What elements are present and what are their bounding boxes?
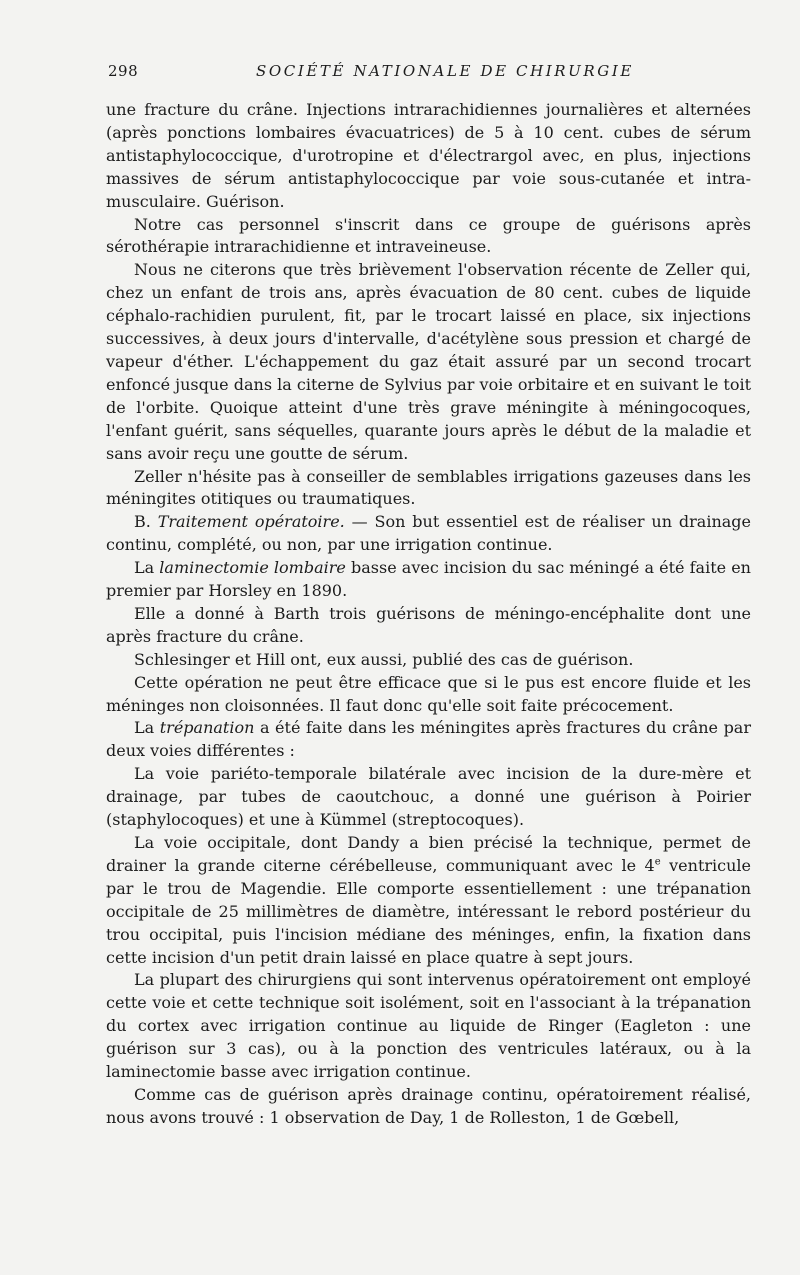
- paragraph-6: [106, 557, 751, 603]
- paragraph-5-text: — Son but essentiel est de réaliser un drainage continu, complété, ou non, par une irrigation continue.: [106, 512, 752, 555]
- paragraph-9: Cette opération ne peut être efficace que si le pus est encore fluide et les méninges non cloisonnées. Il faut donc qu'elle soit faite précocement.: [106, 672, 751, 715]
- paragraph-7: Elle a donné à Barth trois guérisons de méningo-encéphalite dont une après fracture du crâne.: [106, 603, 751, 646]
- paragraph-6-text: basse avec incision du sac méningé a été faite en premier par Horsley en 1890.: [106, 558, 751, 601]
- paragraph-5: [106, 511, 751, 557]
- page-number: 298: [108, 62, 139, 80]
- paragraph-12: [106, 832, 751, 969]
- paragraph-6-prefix: La: [134, 558, 155, 578]
- paragraph-10: [106, 717, 751, 763]
- paragraph-3: Nous ne citerons que très brièvement l'observation récente de Zeller qui, chez un enfant de trois ans, après évacuation de 80 cent. cubes de liquide céphalo-rachidien purulent, fit, par le trocart laissé en place, six injections successives, à deux jours d'intervalle, d'acétylène sous pression et chargé de vapeur d'éther. L'échappement du gaz était assuré par un second trocart enfoncé jusque dans la citerne de Sylvius par voie orbitaire et en suivant le toit de l'orbite. Quoique atteint d'une très grave méningite à méningocoques, l'enfant guérit, sans séquelles, quarante jours après le début de la maladie et sans avoir reçu une goutte de sérum.: [106, 260, 751, 463]
- paragraph-12-text-a: La voie occipitale, dont Dandy a bien précisé la technique, permet de drainer la grande citerne cérébelleuse, communiquant avec le 4: [106, 833, 751, 875]
- paragraph-2: Notre cas personnel s'inscrit dans ce groupe de guérisons après sérothérapie intrarachidienne et intraveineuse.: [106, 214, 751, 257]
- running-title: SOCIÉTÉ NATIONALE DE CHIRURGIE: [256, 62, 634, 80]
- paragraph-10-emphasis: trépanation: [159, 718, 255, 738]
- paragraph-1: une fracture du crâne. Injections intrarachidiennes journalières et alternées (après ponctions lombaires évacuatrices) de 5 à 10 cent. cubes de sérum antistaphylococcique, d'urotropine et d'électrargol avec, en plus, injections massives de sérum antistaphylococcique par voie sous-cutanée et intra-musculaire. Guérison.: [106, 100, 751, 211]
- body-text: [106, 99, 751, 1130]
- paragraph-14: Comme cas de guérison après drainage continu, opératoirement réalisé, nous avons trouvé : 1 observation de Day, 1 de Rolleston, 1 de Gœbell,: [106, 1084, 751, 1127]
- section-letter: B.: [134, 512, 151, 532]
- superscript-e: e: [654, 856, 661, 868]
- paragraph-4: Zeller n'hésite pas à conseiller de semblables irrigations gazeuses dans les méningites otitiques ou traumatiques.: [106, 466, 751, 509]
- paragraph-8: Schlesinger et Hill ont, eux aussi, publié des cas de guérison.: [134, 649, 634, 669]
- page-header: [108, 62, 748, 86]
- paragraph-11: La voie pariéto-temporale bilatérale avec incision de la dure-mère et drainage, par tubes de caoutchouc, a donné une guérison à Poirier (staphylocoques) et une à Kümmel (streptocoques).: [106, 764, 751, 830]
- paragraph-13: La plupart des chirurgiens qui sont intervenus opératoirement ont employé cette voie et cette technique soit isolément, soit en l'associant à la trépanation du cortex avec irrigation continue au liquide de Ringer (Eagleton : une guérison sur 3 cas), ou à la ponction des ventricules latéraux, ou à la laminectomie basse avec irrigation continue.: [106, 970, 751, 1082]
- paragraph-6-emphasis: laminectomie lombaire: [159, 558, 346, 578]
- paragraph-12-text-b: ventricule par le trou de Magendie. Elle comporte essentiellement : une trépanation occipitale de 25 millimètres de diamètre, intéressant le rebord postérieur du trou occipital, puis l'incision médiane des méninges, enfin, la fixation dans cette incision d'un petit drain laissé en place quatre à sept jours.: [106, 855, 751, 967]
- paragraph-10-text: a été faite dans les méningites après fractures du crâne par deux voies différentes :: [106, 718, 751, 761]
- paragraph-10-prefix: La: [134, 718, 155, 738]
- section-heading: Traitement opératoire.: [157, 512, 345, 532]
